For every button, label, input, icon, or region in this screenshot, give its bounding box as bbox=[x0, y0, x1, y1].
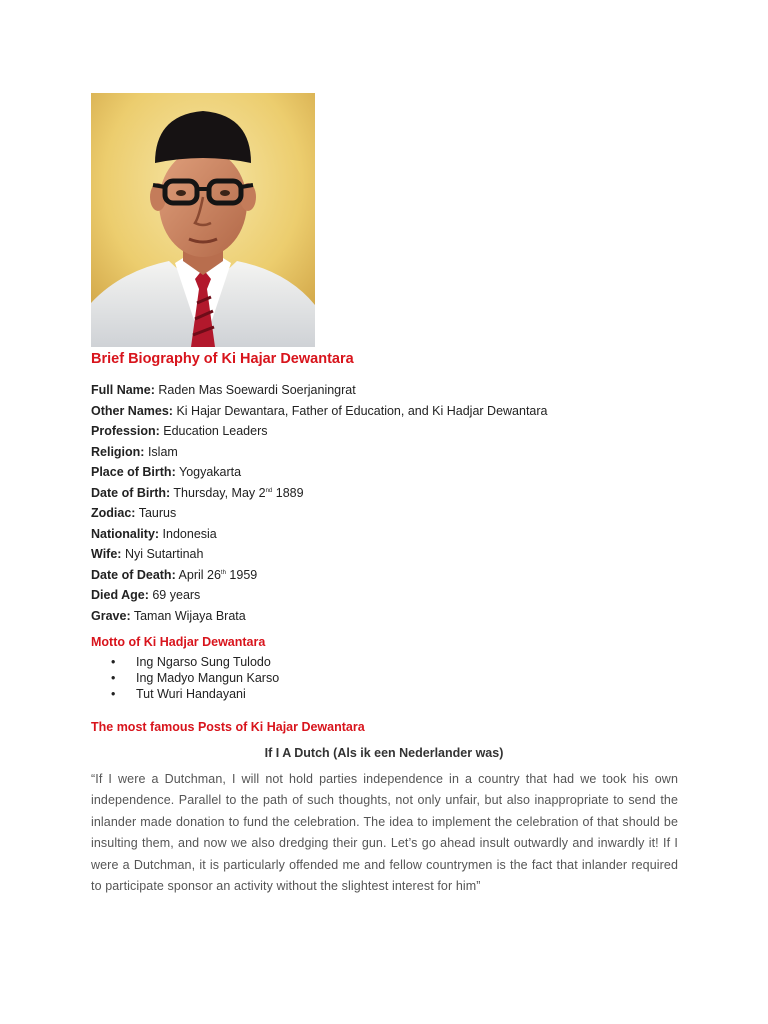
fact-grave: Grave: Taman Wijaya Brata bbox=[91, 608, 246, 623]
bullet-icon: • bbox=[111, 671, 116, 685]
bullet-icon: • bbox=[111, 655, 116, 669]
fact-full-name: Full Name: Raden Mas Soewardi Soerjaningrat bbox=[91, 383, 356, 397]
motto-item: • Tut Wuri Handayani bbox=[111, 687, 246, 701]
motto-item: • Ing Ngarso Sung Tulodo bbox=[111, 655, 271, 669]
portrait-painting-icon bbox=[91, 93, 315, 347]
fact-died-age: Died Age: 69 years bbox=[91, 588, 201, 602]
essay-quote: “If I were a Dutchman, I will not hold parties independence in a country that had we took his own independence. Parallel to the path of such thoughts, not only unfair, but also inappropriate to send the inlander made donation to fund the celebration. The idea to implement the celebration of that should be insulting them, and now we also dredging their gun. Let’s go ahead insult outwardly and inwardly it! If I were a Dutchman, it is particularly offended me and fellow countrymen is the fact that inlander required to participate sponsor an activity without the slightest interest for him” bbox=[91, 772, 678, 894]
motto-item: • Ing Madyo Mangun Karso bbox=[111, 671, 280, 685]
biography-facts-list bbox=[91, 380, 548, 626]
portrait-image bbox=[91, 93, 315, 347]
motto-list bbox=[111, 654, 279, 702]
biography-heading: Brief Biography of Ki Hajar Dewantara bbox=[91, 351, 354, 367]
bullet-icon: • bbox=[111, 687, 116, 701]
fact-profession: Profession: Education Leaders bbox=[91, 424, 268, 438]
fact-date-of-birth: Date of Birth: Thursday, May 2nd 1889 bbox=[91, 485, 304, 500]
motto-heading: Motto of Ki Hadjar Dewantara bbox=[91, 635, 266, 649]
fact-zodiac: Zodiac: Taurus bbox=[91, 506, 177, 520]
fact-place-of-birth: Place of Birth: Yogyakarta bbox=[91, 465, 242, 479]
essay-title: If I A Dutch (Als ik een Nederlander was) bbox=[264, 746, 504, 760]
famous-posts-heading: The most famous Posts of Ki Hajar Dewantara bbox=[91, 720, 365, 734]
fact-wife: Wife: Nyi Sutartinah bbox=[91, 547, 204, 561]
fact-date-of-death: Date of Death: April 26th 1959 bbox=[91, 567, 258, 582]
fact-other-names: Other Names: Ki Hajar Dewantara, Father of Education, and Ki Hadjar Dewantara bbox=[91, 403, 548, 418]
fact-nationality: Nationality: Indonesia bbox=[91, 526, 217, 541]
fact-religion: Religion: Islam bbox=[91, 444, 178, 459]
